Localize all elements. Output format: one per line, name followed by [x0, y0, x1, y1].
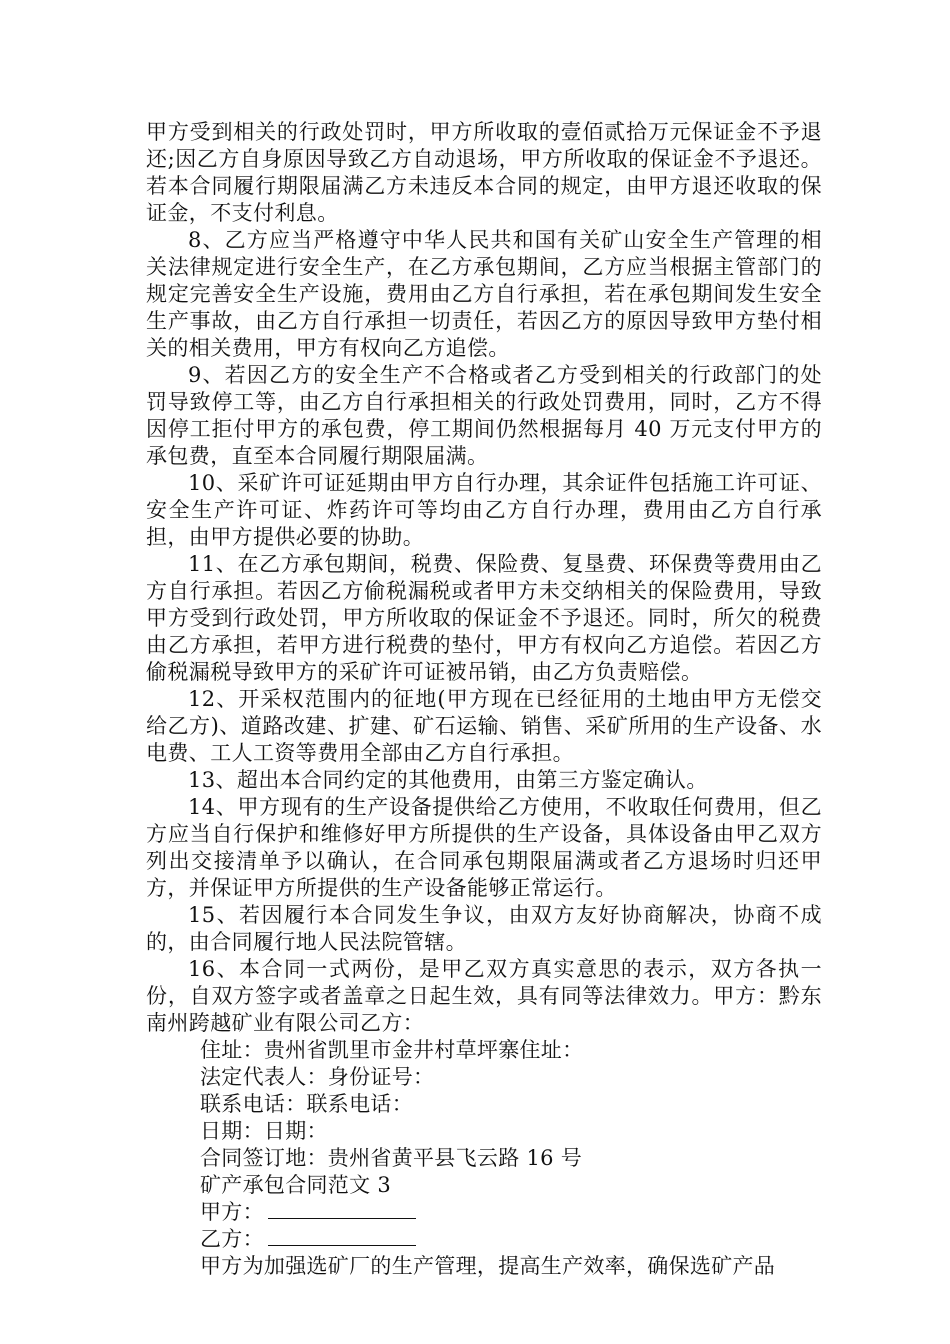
- signing-place-line: 合同签订地：贵州省黄平县飞云路 16 号: [200, 1146, 583, 1170]
- clause-16: 16、本合同一式两份，是甲乙双方真实意思的表示，双方各执一份，自双方签字或者盖章之日起生效，具有同等法律效力。甲方：黔东南州跨越矿业有限公司乙方：: [146, 957, 822, 1035]
- contact-phone-line: 联系电话：联系电话：: [200, 1092, 413, 1116]
- clause-11: 11、在乙方承包期间，税费、保险费、复垦费、环保费等费用由乙方自行承担。若因乙方偷税漏税或者甲方未交纳相关的保险费用，导致甲方受到行政处罚，甲方所收取的保证金不予退还。同时，所欠的税费由乙方承担，若甲方进行税费的垫付，甲方有权向乙方追偿。若因乙方偷税漏税导致甲方的采矿许可证被吊销，由乙方负责赔偿。: [146, 552, 822, 684]
- paragraph-deposit-continuation: 甲方受到相关的行政处罚时，甲方所收取的壹佰贰拾万元保证金不予退还;因乙方自身原因导致乙方自动退场，甲方所收取的保证金不予退还。若本合同履行期限届满乙方未违反本合同的规定，由甲方退还收取的保证金，不支付利息。: [146, 120, 822, 225]
- address-line: 住址：贵州省凯里市金井村草坪寨住址：: [200, 1038, 584, 1062]
- party-b-blank: [268, 1229, 416, 1246]
- closing-paragraph: 甲方为加强选矿厂的生产管理，提高生产效率，确保选矿产品: [200, 1254, 776, 1278]
- clause-14: 14、甲方现有的生产设备提供给乙方使用，不收取任何费用，但乙方应当自行保护和维修好甲方所提供的生产设备，具体设备由甲乙双方列出交接清单予以确认，在合同承包期限届满或者乙方退场时归还甲方，并保证甲方所提供的生产设备能够正常运行。: [146, 795, 822, 900]
- sample-title-line: 矿产承包合同范文 3: [200, 1173, 392, 1197]
- clause-15: 15、若因履行本合同发生争议，由双方友好协商解决，协商不成的，由合同履行地人民法院管辖。: [146, 903, 822, 954]
- clause-10: 10、采矿许可证延期由甲方自行办理，其余证件包括施工许可证、安全生产许可证、炸药许可等均由乙方自行办理，费用由乙方自行承担，由甲方提供必要的协助。: [146, 471, 822, 549]
- clause-13: 13、超出本合同约定的其他费用，由第三方鉴定确认。: [188, 768, 708, 792]
- clause-8: 8、乙方应当严格遵守中华人民共和国有关矿山安全生产管理的相关法律规定进行安全生产，在乙方承包期间，乙方应当根据主管部门的规定完善安全生产设施，费用由乙方自行承担，若在承包期间发生安全生产事故，由乙方自行承担一切责任，若因乙方的原因导致甲方垫付相关的相关费用，甲方有权向乙方追偿。: [146, 228, 822, 360]
- clause-12: 12、开采权范围内的征地(甲方现在已经征用的土地由甲方无偿交给乙方)、道路改建、扩建、矿石运输、销售、采矿所用的生产设备、水电费、工人工资等费用全部由乙方自行承担。: [146, 687, 822, 765]
- document-body: [146, 119, 822, 1280]
- party-a-blank: [268, 1202, 416, 1219]
- party-a-label: 甲方：: [200, 1200, 264, 1224]
- legal-representative-line: 法定代表人：身份证号：: [200, 1065, 435, 1089]
- party-a-line: [146, 1199, 822, 1226]
- clause-9: 9、若因乙方的安全生产不合格或者乙方受到相关的行政部门的处罚导致停工等，由乙方自行承担相关的行政处罚费用，同时，乙方不得因停工拒付甲方的承包费，停工期间仍然根据每月 40 万元支付甲方的承包费，直至本合同履行期限届满。: [146, 363, 822, 468]
- party-b-label: 乙方：: [200, 1227, 264, 1251]
- date-line: 日期：日期：: [200, 1119, 328, 1143]
- party-b-line: [146, 1226, 822, 1253]
